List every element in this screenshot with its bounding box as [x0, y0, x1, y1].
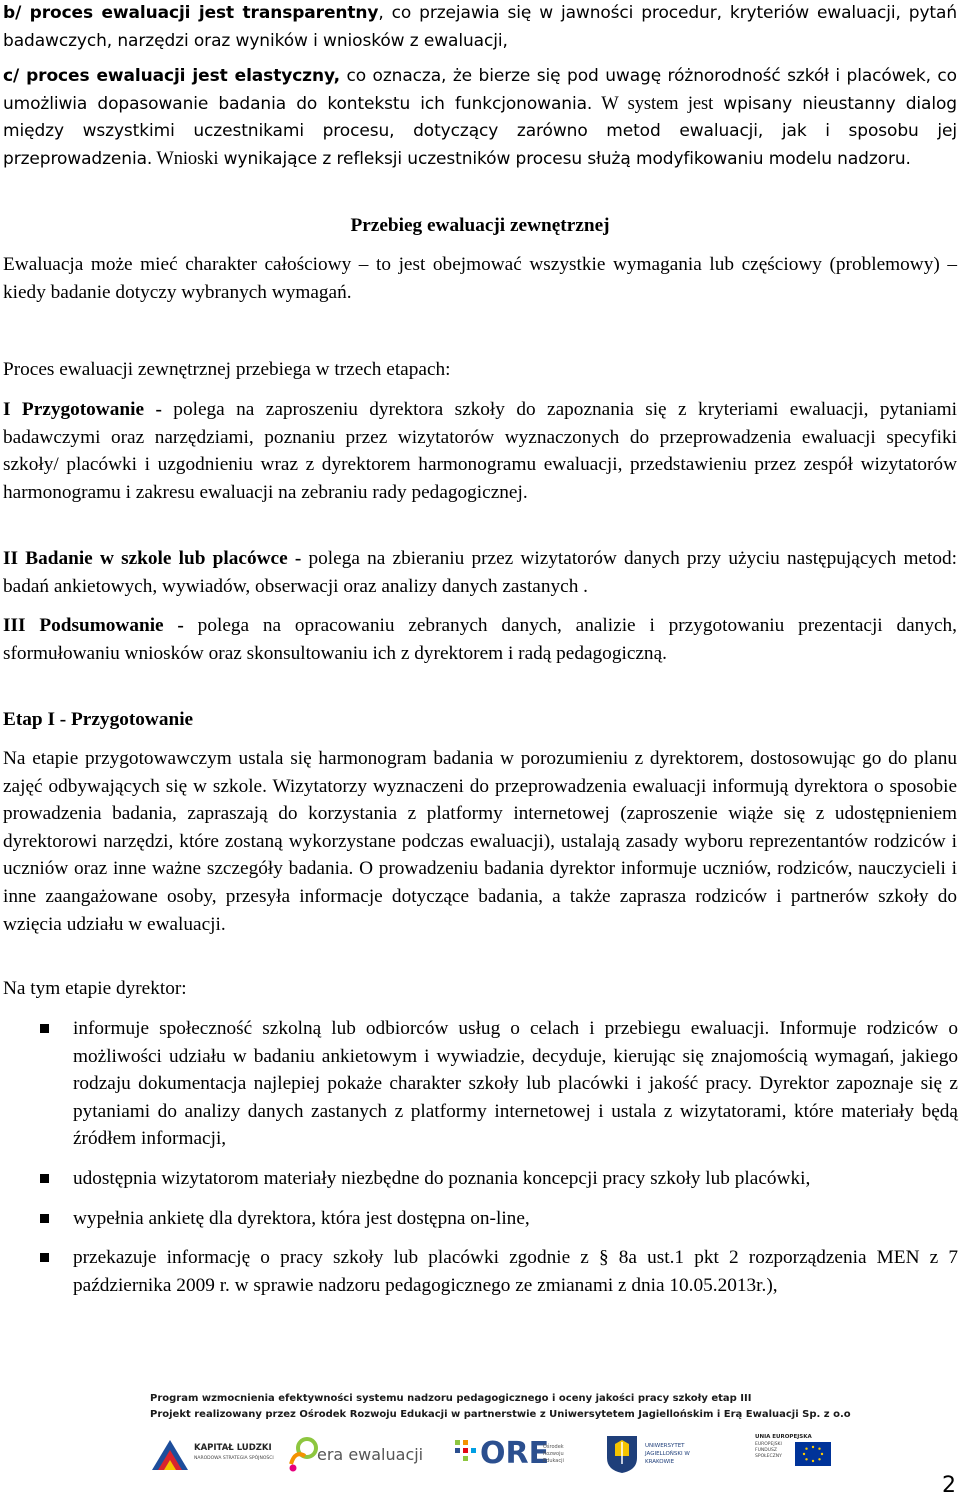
stage-2-text: polega na zbieraniu przez wizytatorów danych przy użyciu następujących metod: badań ankietowych, wywiadów, obserwacji oraz analizy danych zastanych .: [3, 548, 957, 597]
stage-2-paragraph: [3, 545, 957, 600]
square-bullet-icon: [40, 1214, 49, 1223]
list-item: [3, 1015, 958, 1153]
list-item-text: informuje społeczność szkolną lub odbiorców usług o celach i przebiegu ewaluacji. Informuje rodziców o możliwości udziału w badaniu ankietowym i wywiadzie, decyduje, kierując się znajomością wymagań, jakiego rodzaju dokumentacja najlepiej pokaże charakter szkoły lub placówki i jakość pracy. Dyrektor zapoznaje się z pytaniami do analizy danych zastanych z platformy internetowej i ustala z wizytatorami, które materiały będą źródłem informacji,: [73, 1018, 958, 1150]
principle-c-serif: W system jest: [592, 93, 714, 114]
list-item-text: wypełnia ankietę dla dyrektora, która jest dostępna on-line,: [73, 1207, 530, 1229]
stages-intro-paragraph: [3, 356, 957, 384]
list-item: [3, 1205, 958, 1233]
principle-b-text: , co przejawia się w jawności procedur, kryteriów ewaluacji, pytań badawczych, narzędzi oraz wyników i wniosków z ewaluacji,: [3, 3, 957, 51]
square-bullet-icon: [40, 1253, 49, 1262]
uj-wordmark: UNIWERSYTET JAGIELLOŃSKI W KRAKOWIE: [645, 1443, 690, 1465]
footer-project-line: Projekt realizowany przez Ośrodek Rozwoju Edukacji w partnerstwie z Uniwersytetem Jagiellońskim i Erą Ewaluacji Sp. z o.o: [150, 1409, 851, 1420]
list-item: [3, 1244, 958, 1299]
eu-subtitle: EUROPEJSKI FUNDUSZ SPOŁECZNY: [755, 1442, 782, 1459]
director-intro-paragraph: [3, 975, 957, 1003]
ore-subtitle: Ośrodek Rozwoju Edukacji: [543, 1444, 564, 1464]
stage-3-label: III Podsumowanie -: [3, 615, 184, 636]
list-item-text: udostępnia wizytatorom materiały niezbędne do poznania koncepcji pracy szkoły lub placówki,: [73, 1167, 811, 1189]
uj-crest-icon: [605, 1434, 639, 1474]
principle-c-serif-2: Wnioski: [152, 148, 219, 169]
kapital-ludzki-title: KAPITAŁ LUDZKI: [194, 1443, 272, 1453]
eu-flag-icon: [795, 1442, 831, 1466]
stage-1-paragraph: [3, 396, 957, 506]
etap-paragraph-text: Na etapie przygotowawczym ustala się harmonogram badania w porozumieniu z dyrektorem, dostosowując go do planu zajęć odbywających się w szkole. Wizytatorzy wyznaczeni do przeprowadzenia ewaluacji informują dyrektora o sposobie prowadzenia badania, zapraszają do korzystania z platformy internetowej (zaproszenie wiąże się z udostępnieniem dyrektorowi narzędzi, które zostaną wykorzystane podczas ewaluacji), ustalają zasady wyboru reprezentantów rodziców i uczniów oraz inne ważne szczegóły badania. O prowadzeniu badania dyrektor informuje uczniów, rodziców, nauczycieli i inne zaangażowane osoby, przesyła informacje dotyczące badania, a także zaprasza rodziców i partnerów szkoły do wzięcia udziału w ewaluacji.: [3, 748, 957, 935]
page-number: 2: [942, 1473, 956, 1498]
square-bullet-icon: [40, 1174, 49, 1183]
list-item-text: przekazuje informację o pracy szkoły lub placówki zgodnie z § 8a ust.1 pkt 2 rozporządzenia MEN z 7 października 2009 r. w sprawie nadzoru pedagogicznego ze zmianami z dnia 10.05.2013r.),: [73, 1247, 958, 1296]
principle-c-lead: c/ proces ewaluacji jest elastyczny,: [3, 66, 340, 86]
kapital-ludzki-logo: [150, 1438, 274, 1476]
stage-3-text: polega na opracowaniu zebranych danych, analizie i przygotowaniu prezentacji danych, sformułowaniu wniosków oraz skonsultowaniu ich z dyrektorem i radą pedagogiczną.: [3, 615, 957, 664]
principle-c-paragraph: [3, 63, 957, 173]
footer-program-line: Program wzmocnienia efektywności systemu nadzoru pedagogicznego i oceny jakości pracy szkoły etap III: [150, 1393, 752, 1404]
principle-c-text-2: wpisany nieustanny dialog między wszystkimi uczestnikami procesu, dotyczący zarówno metod ewaluacji, jak i sposobu jej przeprowadzenia.: [3, 93, 957, 169]
era-ewaluacji-wordmark: era ewaluacji: [317, 1445, 424, 1464]
director-tasks-list: [3, 1015, 958, 1299]
ore-grid-icon: [455, 1440, 477, 1470]
section-heading: Przebieg ewaluacji zewnętrznej: [350, 215, 610, 236]
etap-paragraph: [3, 745, 957, 938]
etap-heading-text: Etap I - Przygotowanie: [3, 709, 194, 730]
evaluation-character-text: Ewaluacja może mieć charakter całościowy – to jest obejmować wszystkie wymagania lub częściowy (problemowy) – kiedy badanie dotyczy wybranych wymagań.: [3, 254, 957, 303]
director-intro-text: Na tym etapie dyrektor:: [3, 978, 187, 999]
etap-heading: [3, 706, 957, 734]
stages-intro-text: Proces ewaluacji zewnętrznej przebiega w trzech etapach:: [3, 359, 451, 380]
eu-logo: [755, 1434, 830, 1478]
stage-2-label: II Badanie w szkole lub placówce -: [3, 548, 302, 569]
list-item: [3, 1165, 958, 1193]
ore-logo: [455, 1434, 565, 1478]
principle-b-lead: b/ proces ewaluacji jest transparentny: [3, 3, 379, 23]
stage-3-paragraph: [3, 612, 957, 667]
era-ewaluacji-swirl-icon: [285, 1434, 319, 1474]
square-bullet-icon: [40, 1024, 49, 1033]
principle-c-text: co oznacza, że bierze się pod uwagę różnorodność szkół i placówek, co umożliwia dopasowanie badania do kontekstu ich funkcjonowania.: [3, 66, 957, 114]
uj-logo: [605, 1434, 715, 1478]
evaluation-character-paragraph: [3, 251, 957, 306]
principle-c-text-3: wynikające z refleksji uczestników procesu służą modyfikowaniu modelu nadzoru.: [218, 148, 911, 169]
eu-title: UNIA EUROPEJSKA: [755, 1434, 812, 1440]
footer-logos: [0, 1432, 960, 1482]
stage-1-text: polega na zaproszeniu dyrektora szkoły do zapoznania się z kryteriami ewaluacji, pytaniami badawczymi oraz narzędziami, poznaniu przez wizytatorów wyznaczonych do przeprowadzenia ewaluacji specyfiki szkoły/ placówki i uzgodnieniu wraz z dyrektorem harmonogramu ewaluacji, przedstawieniu przez zespół wizytatorów harmonogramu i zakresu ewaluacji na zebraniu rady pedagogicznej.: [3, 399, 957, 503]
ore-wordmark: ORE: [480, 1436, 550, 1471]
kapital-ludzki-subtitle: NARODOWA STRATEGIA SPÓJNOŚCI: [194, 1456, 274, 1461]
kapital-ludzki-emblem-icon: [150, 1438, 190, 1472]
project-footer: [0, 1388, 960, 1501]
stage-1-label: I Przygotowanie -: [3, 399, 162, 420]
principle-b-paragraph: [3, 0, 957, 55]
era-ewaluacji-logo: [285, 1434, 424, 1478]
